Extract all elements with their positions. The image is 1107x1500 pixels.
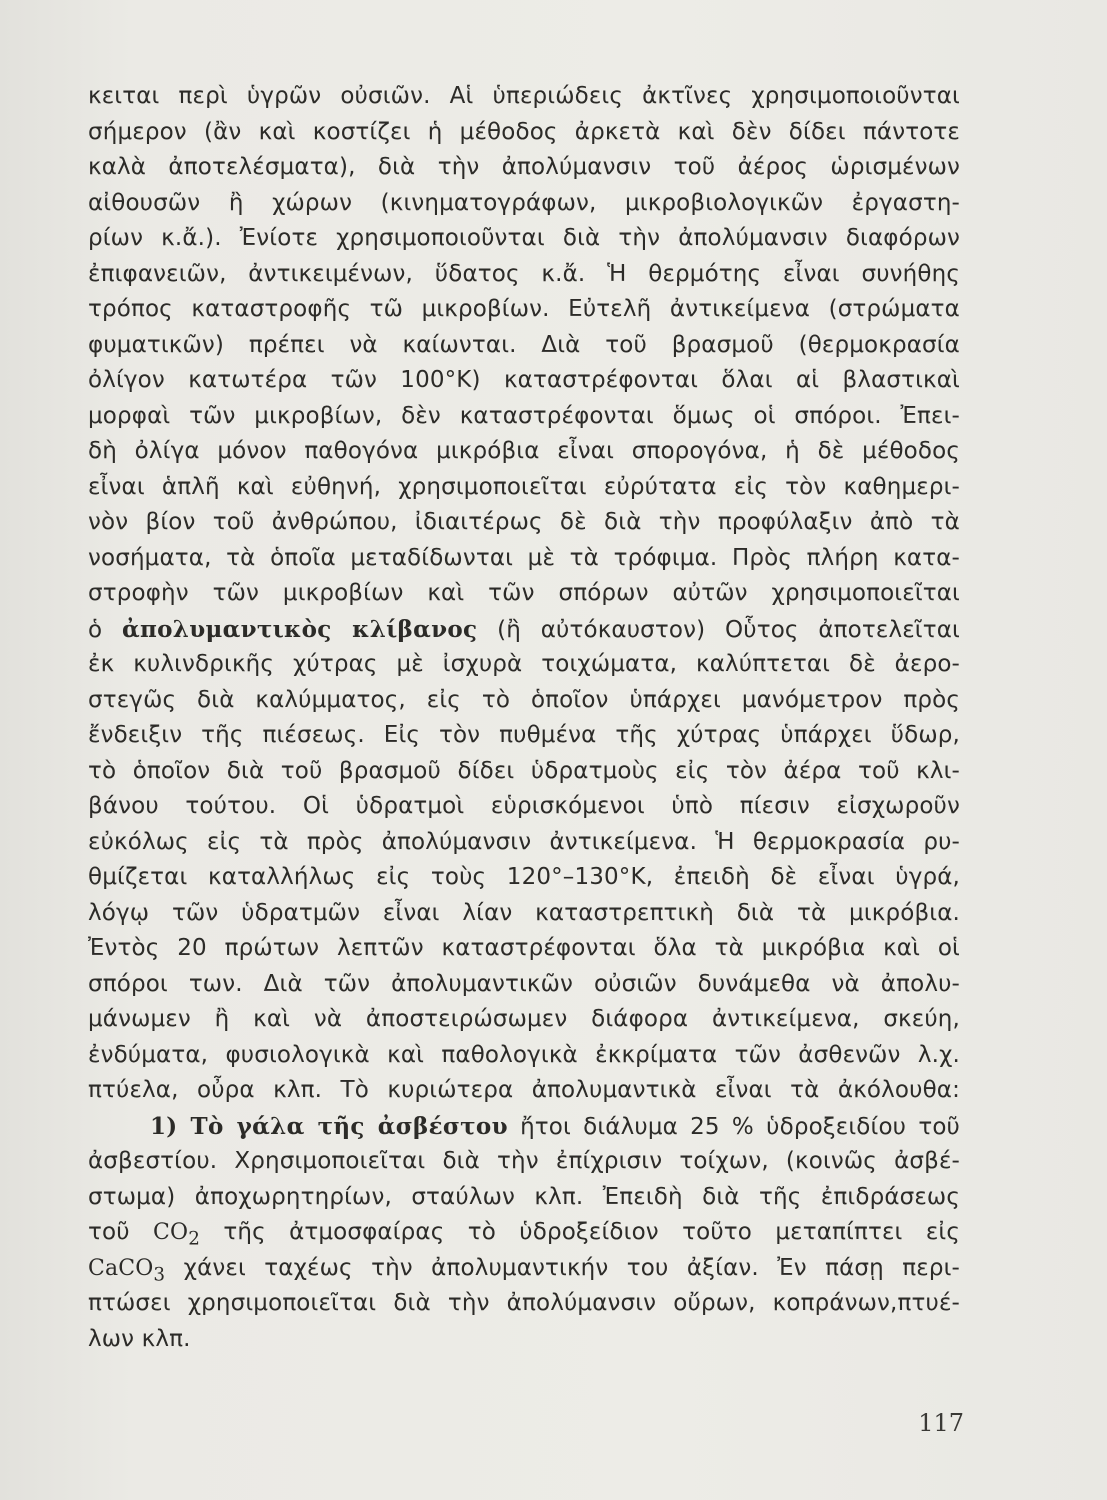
caco3-formula: CaCO$_3$: [88, 1255, 166, 1285]
text-line: ἀσβεστίου. Χρησιμοποιεῖται διὰ τὴν ἐπίχρισιν τοίχων, (κοινῶς ἀσβέ-: [88, 1148, 960, 1174]
text-line: νὸν βίον τοῦ ἀνθρώπου, ἰδιαιτέρως δὲ διὰ τὴν προφύλαξιν ἀπὸ τὰ: [88, 509, 960, 535]
text-line: φυματικῶν) πρέπει νὰ καίωνται. Διὰ τοῦ βρασμοῦ (θερμοκρασία: [88, 331, 960, 358]
text-line: εὐκόλως εἰς τὰ πρὸς ἀπολύμανσιν ἀντικείμενα. Ἡ θερμοκρασία ρυ-: [88, 828, 960, 855]
autoclave-term: ἀπολυμαντικὸς κλίβανος: [122, 615, 478, 643]
text-line: σήμερον (ἂν καὶ κοστίζει ἡ μέθοδος ἀρκετὰ καὶ δὲν δίδει πάντοτε: [88, 118, 960, 145]
text-line: νοσήματα, τὰ ὁποῖα μεταδίδωνται μὲ τὰ τρόφιμα. Πρὸς πλήρη κατα-: [88, 544, 960, 571]
text-line: τρόπος καταστροφῆς τῶ μικροβίων. Εὐτελῆ ἀντικείμενα (στρώματα: [88, 296, 960, 322]
text-line: στροφὴν τῶν μικροβίων καὶ τῶν σπόρων αὐτῶν χρησιμοποιεῖται: [88, 580, 960, 606]
text-fragment: ἤτοι διάλυμα 25 % ὑδροξειδίου τοῦ: [520, 1113, 961, 1140]
text-fragment: τοῦ: [88, 1219, 130, 1245]
text-line: [88, 1215, 960, 1251]
text-line: δὴ ὀλίγα μόνον παθογόνα μικρόβια εἶναι σπορογόνα, ἡ δὲ μέθοδος: [88, 438, 960, 464]
article-word: ὁ: [88, 616, 103, 643]
text-line: τὸ ὁποῖον διὰ τοῦ βρασμοῦ δίδει ὑδρατμοὺς εἰς τὸν ἀέρα τοῦ κλι-: [88, 757, 960, 784]
text-line: σπόροι των. Διὰ τῶν ἀπολυμαντικῶν οὐσιῶν δυνάμεθα νὰ ἀπολυ-: [88, 970, 960, 997]
text-fragment: τῆς ἀτμοσφαίρας τὸ ὑδροξείδιον τοῦτο μεταπίπτει εἰς: [223, 1219, 960, 1245]
text-line: πτώσει χρησιμοποιεῖται διὰ τὴν ἀπολύμανσιν οὔρων, κοπράνων,πτυέ-: [88, 1290, 960, 1316]
body-text: [88, 79, 960, 1357]
text-line: καλὰ ἀποτελέσματα), διὰ τὴν ἀπολύμανσιν τοῦ ἀέρος ὡρισμένων: [88, 154, 960, 180]
text-line: λόγῳ τῶν ὑδρατμῶν εἶναι λίαν καταστρεπτικὴ διὰ τὰ μικρόβια.: [88, 899, 960, 926]
text-line: ρίων κ.ἄ.). Ἐνίοτε χρησιμοποιοῦνται διὰ τὴν ἀπολύμανσιν διαφόρων: [88, 225, 960, 251]
text-line: ἔνδειξιν τῆς πιέσεως. Εἰς τὸν πυθμένα τῆς χύτρας ὑπάρχει ὕδωρ,: [88, 722, 960, 748]
text-line: κειται περὶ ὑγρῶν οὐσιῶν. Αἱ ὑπεριώδεις ἀκτῖνες χρησιμοποιοῦνται: [88, 83, 960, 109]
text-line: ἐνδύματα, φυσιολογικὰ καὶ παθολογικὰ ἐκκρίματα τῶν ἀσθενῶν λ.χ.: [88, 1041, 960, 1068]
text-line: στωμα) ἀποχωρητηρίων, σταύλων κλπ. Ἐπειδὴ διὰ τῆς ἐπιδράσεως: [88, 1183, 960, 1210]
co2-formula: $CO_2$: [153, 1220, 201, 1250]
lime-milk-heading: 1) Τὸ γάλα τῆς ἀσβέστου: [150, 1112, 508, 1140]
text-line: στεγῶς διὰ καλύμματος, εἰς τὸ ὁποῖον ὑπάρχει μανόμετρον πρὸς: [88, 686, 960, 713]
text-line: [88, 612, 960, 648]
text-line: μάνωμεν ἢ καὶ νὰ ἀποστειρώσωμεν διάφορα ἀντικείμενα, σκεύη,: [88, 1006, 960, 1032]
text-line: Ἐντὸς 20 πρώτων λεπτῶν καταστρέφονται ὅλα τὰ μικρόβια καὶ οἱ: [88, 935, 960, 961]
text-line: μορφαὶ τῶν μικροβίων, δὲν καταστρέφονται ὅμως οἱ σπόροι. Ἐπει-: [88, 402, 960, 429]
text-line: [88, 1251, 960, 1287]
text-line: βάνου τούτου. Οἱ ὑδρατμοὶ εὑρισκόμενοι ὑπὸ πίεσιν εἰσχωροῦν: [88, 793, 960, 819]
text-line: πτύελα, οὖρα κλπ. Τὸ κυριώτερα ἀπολυμαντικὰ εἶναι τὰ ἀκόλουθα:: [88, 1077, 960, 1103]
text-line: θμίζεται καταλλήλως εἰς τοὺς 120°–130°Κ, ἐπειδὴ δὲ εἶναι ὑγρά,: [88, 864, 960, 890]
text-line: λων κλπ.: [88, 1325, 191, 1352]
text-line: ὀλίγον κατωτέρα τῶν 100°Κ) καταστρέφονται ὅλαι αἱ βλαστικαὶ: [88, 367, 960, 393]
text-line: [88, 1109, 960, 1145]
page-number: 117: [918, 1409, 964, 1437]
text-fragment: χάνει ταχέως τὴν ἀπολυμαντικήν του ἀξίαν. Ἐν πάσῃ περι-: [183, 1254, 960, 1281]
text-line: εἶναι ἁπλῆ καὶ εὐθηνή, χρησιμοποιεῖται εὐρύτατα εἰς τὸν καθημερι-: [88, 473, 960, 500]
text-line: ἐπιφανειῶν, ἀντικειμένων, ὕδατος κ.ἄ. Ἡ θερμότης εἶναι συνήθης: [88, 260, 960, 287]
text-fragment: (ἢ αὐτόκαυστον) Οὗτος ἀποτελεῖται: [497, 616, 960, 643]
text-line: ἐκ κυλινδρικῆς χύτρας μὲ ἰσχυρὰ τοιχώματα, καλύπτεται δὲ ἀερο-: [88, 651, 960, 677]
text-line: αἰθουσῶν ἢ χώρων (κινηματογράφων, μικροβιολογικῶν ἐργαστη-: [88, 189, 960, 216]
